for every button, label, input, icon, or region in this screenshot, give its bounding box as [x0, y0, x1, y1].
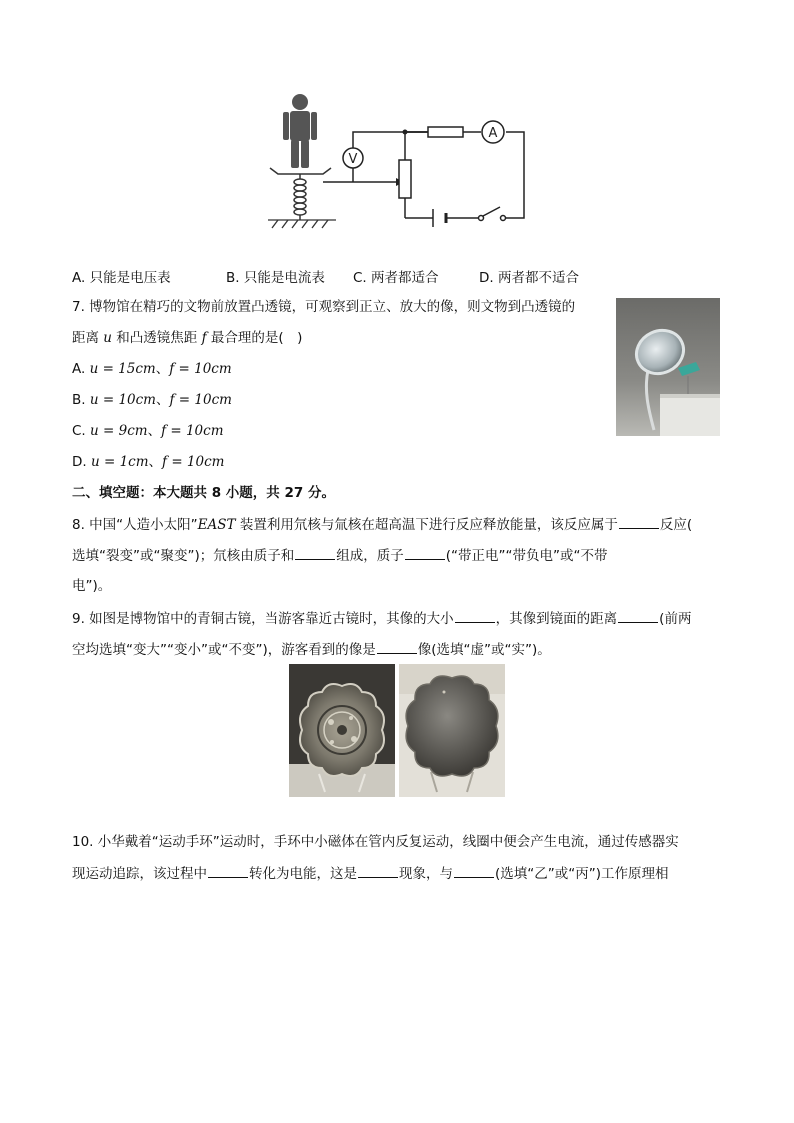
- text: (选填“乙”或“丙”)工作原理相: [495, 866, 669, 882]
- text: 选填“裂变”或“聚变”)；氘核由质子和: [72, 548, 295, 564]
- answer-blank[interactable]: [358, 863, 398, 878]
- switch-icon: [479, 207, 506, 221]
- separator: 、: [148, 454, 163, 470]
- option-label: A.: [72, 270, 86, 286]
- text: 组成，质子: [336, 548, 404, 564]
- rheostat: [399, 160, 411, 198]
- math-f: f = 10cm: [169, 361, 232, 377]
- bronze-mirror-back-photo: [399, 664, 505, 797]
- q7-option-b: [72, 390, 232, 410]
- answer-blank[interactable]: [405, 545, 445, 560]
- q10-line1: 10. 小华戴着“运动手环”运动时，手环中小磁体在管内反复运动，线圈中便会产生电流，通过传感器实: [72, 834, 679, 850]
- text: 转化为电能，这是: [249, 866, 357, 882]
- q6-option-d: [479, 266, 579, 286]
- text: 和凸透镜焦距: [112, 330, 202, 346]
- math-f: f = 10cm: [161, 423, 224, 439]
- math-f: f = 10cm: [169, 392, 232, 408]
- option-label: C.: [353, 270, 367, 286]
- option-label: A.: [72, 361, 86, 377]
- text: 装置利用氘核与氚核在超高温下进行反应释放能量，该反应属于: [235, 517, 618, 533]
- math-u: u: [103, 330, 112, 346]
- section2-header: [72, 483, 335, 503]
- q9-line2: [72, 639, 551, 660]
- q8-line3: 电”)。: [72, 578, 112, 594]
- text: 现象，与: [399, 866, 453, 882]
- text: 距离: [72, 330, 104, 346]
- math-f: f: [201, 330, 207, 346]
- option-label: B.: [72, 392, 86, 408]
- option-text: 只能是电压表: [89, 270, 171, 286]
- battery-icon: [433, 209, 446, 227]
- text: 现运动追踪，该过程中: [72, 866, 207, 882]
- q6-option-c: [353, 266, 439, 286]
- text: (“带正电”“带负电”或“不带: [445, 548, 608, 564]
- q7-option-a: [72, 359, 232, 379]
- q8-line1: [72, 514, 692, 535]
- magnifier-photo: [616, 298, 720, 436]
- q10-line2: [72, 863, 669, 884]
- text: (前两: [659, 611, 692, 627]
- bronze-mirror-front-photo: [289, 664, 395, 797]
- text: 9. 如图是博物馆中的青铜古镜，当游客靠近古镜时，其像的大小: [72, 611, 454, 627]
- math-u: u = 10cm: [89, 392, 156, 408]
- option-label: C.: [72, 423, 86, 439]
- text: ，其像到镜面的距离: [495, 611, 618, 627]
- q7-stem-line2: [72, 328, 302, 348]
- text: 最合理的是( ): [206, 330, 303, 346]
- option-label: D.: [479, 270, 494, 286]
- text: 8. 中国“人造小太阳”: [72, 517, 198, 533]
- answer-blank[interactable]: [295, 545, 335, 560]
- option-text: 两者都适合: [371, 270, 439, 286]
- option-label: D.: [72, 454, 87, 470]
- separator: 、: [156, 392, 170, 408]
- voltmeter-label: V: [348, 152, 358, 167]
- q8-line2: [72, 545, 608, 566]
- q7-option-d: [72, 452, 224, 472]
- q7-option-c: [72, 421, 224, 441]
- section-text: 本大题共 8 小题，共 27 分。: [153, 485, 335, 501]
- math-u: u = 1cm: [90, 454, 149, 470]
- ammeter-label: A: [488, 126, 498, 141]
- q6-option-a: [72, 266, 171, 286]
- answer-blank[interactable]: [454, 863, 494, 878]
- answer-blank[interactable]: [377, 639, 417, 654]
- spring: [294, 174, 306, 220]
- answer-blank[interactable]: [208, 863, 248, 878]
- text: 反应(: [659, 517, 693, 533]
- answer-blank[interactable]: [618, 608, 658, 623]
- separator: 、: [147, 423, 162, 439]
- math-u: u = 15cm: [89, 361, 156, 377]
- math-east: EAST: [197, 517, 236, 533]
- option-text: 只能是电流表: [243, 270, 325, 286]
- math-f: f = 10cm: [162, 454, 225, 470]
- text: 像(选填“虚”或“实”)。: [417, 642, 551, 658]
- option-label: B.: [226, 270, 240, 286]
- resistor: [428, 127, 463, 137]
- text: 空均选填“变大”“变小”或“不变”)，游客看到的像是: [72, 642, 376, 658]
- section-prefix: 二、填空题：: [72, 485, 153, 501]
- answer-blank[interactable]: [455, 608, 495, 623]
- q7-stem-line1: 7. 博物馆在精巧的文物前放置凸透镜，可观察到正立、放大的像，则文物到凸透镜的: [72, 299, 576, 315]
- math-u: u = 9cm: [90, 423, 148, 439]
- circuit-diagram: [268, 90, 538, 235]
- q9-line1: [72, 608, 691, 629]
- person-figure: [283, 94, 317, 168]
- separator: 、: [155, 361, 170, 377]
- option-text: 两者都不适合: [497, 270, 579, 286]
- q6-option-b: [226, 266, 325, 286]
- answer-blank[interactable]: [619, 514, 659, 529]
